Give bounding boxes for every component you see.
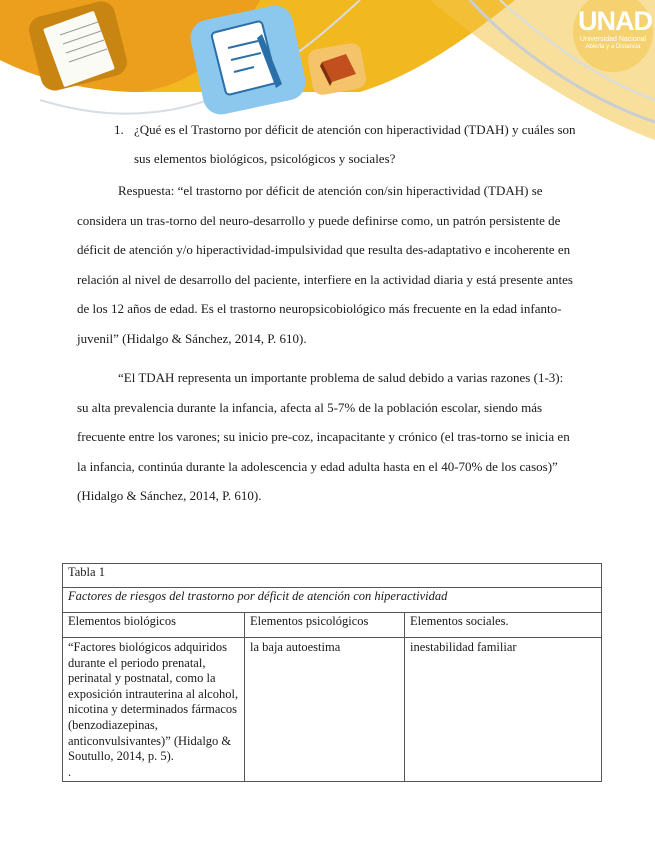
cell-psicologicos: la baja autoestima xyxy=(245,638,405,782)
cell-biologicos-text: “Factores biológicos adquiridos durante el periodo prenatal, perinatal y postnatal, como la exposición intrauterina al alcohol, nicotina y determinados fármacos (benzodiazepinas, anticonvulsivantes)” (Hidalgo & Soutullo, 2014, p. 5). xyxy=(68,640,239,764)
table-label-row xyxy=(63,564,602,588)
table-title-row xyxy=(63,588,602,613)
answer-paragraph: Respuesta: “el trastorno por déficit de atención con/sin hiperactividad (TDAH) se considera un tras-torno del neuro-desarrollo y puede definirse como, un patrón persistente de déficit de atención y/o hiperactividad-impulsividad que resulta des-adaptativo e incoherente en relación al nivel de desarrollo del paciente, interfiere en la actividad diaria y está presente antes de los 12 años de edad. Es el trastorno neuropsicobiológico más frecuente en la edad infanto-juvenil” (Hidalgo & Sánchez, 2014, P. 610). xyxy=(77,183,573,346)
header-sociales: Elementos sociales. xyxy=(405,613,602,638)
logo-line-2: Abierta y a Distancia xyxy=(585,44,641,50)
header-biologicos: Elementos biológicos xyxy=(63,613,245,638)
table-label: Tabla 1 xyxy=(63,564,602,588)
logo-word: UNAD xyxy=(578,6,652,36)
question-number: 1. xyxy=(114,122,124,137)
table-header-row xyxy=(63,613,602,638)
table-title: Factores de riesgos del trastorno por déficit de atención con hiperactividad xyxy=(63,588,602,613)
table-row xyxy=(63,638,602,782)
book-icon xyxy=(306,42,367,97)
quote-paragraph: “El TDAH representa un importante problema de salud debido a varias razones (1-3): su alta prevalencia durante la infancia, afecta al 5-7% de la población escolar, siendo más frecuente entre los varones; su inicio pre-coz, incapacitante y crónico (el tras-torno se inicia en la infancia, continúa durante la adolescencia y edad adulta hasta en el 40-70% de los casos)” (Hidalgo & Sánchez, 2014, P. 610). xyxy=(77,370,570,503)
cell-biologicos xyxy=(63,638,245,782)
question-text: ¿Qué es el Trastorno por déficit de atención con hiperactividad (TDAH) y cuáles son sus elementos biológicos, psicológicos y sociales? xyxy=(134,122,576,166)
unad-logo xyxy=(578,6,652,51)
risk-factors-table xyxy=(62,563,602,782)
question-item xyxy=(114,115,584,173)
header-psicologicos: Elementos psicológicos xyxy=(245,613,405,638)
logo-line-1: Universidad Nacional xyxy=(579,36,647,43)
cell-sociales: inestabilidad familiar xyxy=(405,638,602,782)
cell-biologicos-tail: . xyxy=(68,764,72,779)
